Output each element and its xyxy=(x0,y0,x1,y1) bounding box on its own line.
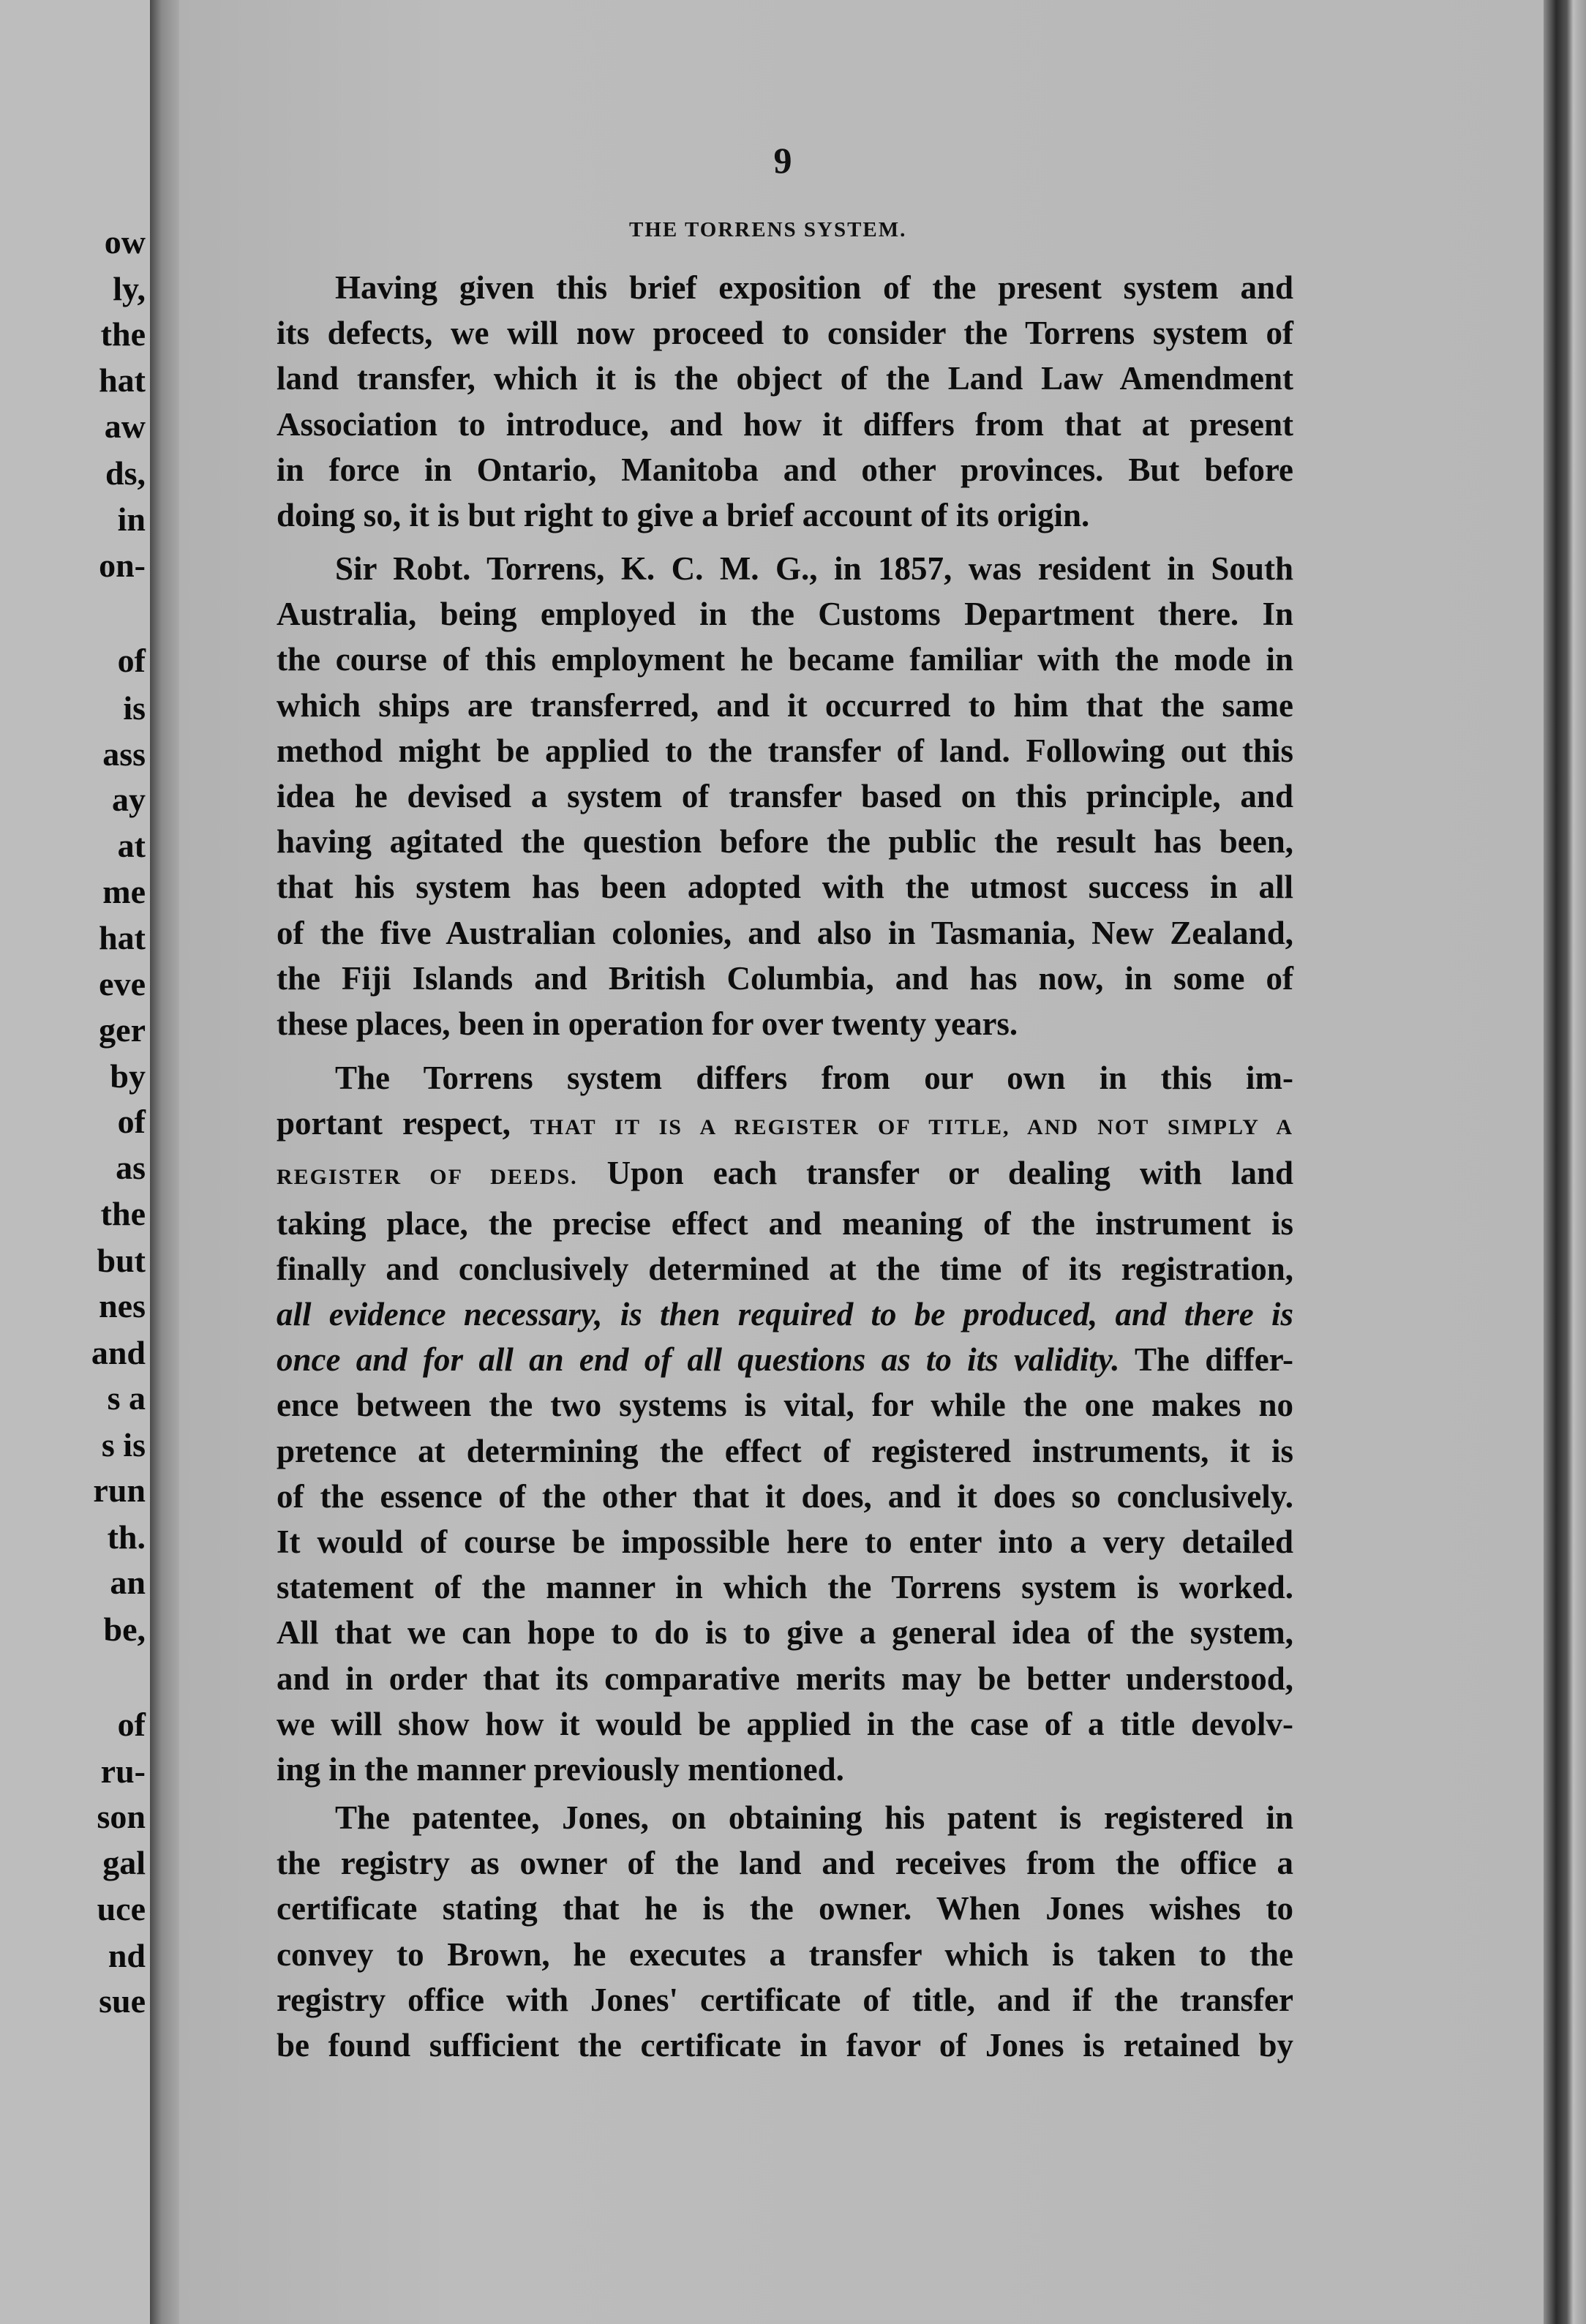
fragment-line: on- xyxy=(99,547,146,584)
fragment-line: uce xyxy=(97,1890,146,1927)
text-line xyxy=(277,1101,1293,1150)
paragraph-2 xyxy=(277,546,1293,1046)
text-line: All that we can hope to do is to give a general idea of the system, xyxy=(277,1614,1293,1652)
text-line: in force in Ontario, Manitoba and other provinces. But before xyxy=(277,451,1293,488)
text-line: Sir Robt. Torrens, K. C. M. G., in 1857, was resident in South xyxy=(335,550,1293,587)
text-line: the registry as owner of the land and receives from the office a xyxy=(277,1845,1293,1882)
text-line: registry office with Jones' certificate of title, and if the transfer xyxy=(277,1981,1293,2018)
italic-line: all evidence necessary, is then required to be produced, and there is xyxy=(277,1296,1293,1333)
fragment-line: at xyxy=(117,827,146,864)
fragment-line: ru- xyxy=(100,1753,146,1790)
text-line: these places, been in operation for over twenty years. xyxy=(277,1005,1018,1043)
text-line: certificate stating that he is the owner. When Jones wishes to xyxy=(277,1890,1293,1927)
fragment-line: of xyxy=(117,642,146,679)
book-gutter xyxy=(150,0,179,2324)
fragment-line: as xyxy=(116,1149,146,1186)
text-line: method might be applied to the transfer of land. Following out this xyxy=(277,732,1293,769)
text-run: portant respect, xyxy=(277,1105,511,1142)
text-run: The differ- xyxy=(1134,1341,1293,1379)
fragment-line: ay xyxy=(112,781,146,818)
text-line: taking place, the precise effect and meaning of the instrument is xyxy=(277,1204,1293,1242)
fragment-line: s a xyxy=(107,1379,146,1417)
page-edge xyxy=(1544,0,1586,2324)
text-line: pretence at determining the effect of registered instruments, it is xyxy=(277,1432,1293,1469)
fragment-line: me xyxy=(102,873,146,910)
fragment-line: son xyxy=(97,1798,146,1835)
text-line: having agitated the question before the public the result has been, xyxy=(277,823,1293,861)
text-line: which ships are transferred, and it occurred to him that the same xyxy=(277,686,1293,724)
emphasis-small-caps: REGISTER OF DEEDS. xyxy=(277,1165,578,1190)
fragment-line: of xyxy=(117,1706,146,1743)
fragment-line: ds, xyxy=(105,454,146,492)
fragment-line: nes xyxy=(99,1287,146,1324)
fragment-line: ow xyxy=(104,223,146,260)
emphasis-small-caps: THAT IT IS A REGISTER OF TITLE, AND NOT SIMPLY A xyxy=(530,1115,1293,1140)
fragment-line: ger xyxy=(99,1011,146,1049)
fragment-line: eve xyxy=(99,965,146,1002)
text-line: finally and conclusively determined at the time of its registration, xyxy=(277,1250,1293,1287)
facing-page-fragment xyxy=(0,0,150,2324)
text-line: The Torrens system differs from our own in this im- xyxy=(335,1060,1293,1096)
fragment-line: hat xyxy=(99,361,146,399)
text-line: Association to introduce, and how it differs from that at present xyxy=(277,405,1293,443)
fragment-line: ass xyxy=(102,735,146,773)
text-line: Having given this brief exposition of the present system and xyxy=(335,269,1293,306)
fragment-line: in xyxy=(117,501,146,538)
text-line: idea he devised a system of transfer based on this principle, and xyxy=(277,778,1293,815)
fragment-line: ly, xyxy=(113,270,146,307)
fragment-line: of xyxy=(117,1103,146,1140)
text-line: its defects, we will now proceed to consider the Torrens system of xyxy=(277,315,1293,352)
fragment-line: sue xyxy=(99,1982,146,2020)
fragment-line: nd xyxy=(108,1937,146,1974)
fragment-line: be, xyxy=(103,1611,146,1648)
paragraph-4 xyxy=(277,1795,1293,2068)
fragment-line: the xyxy=(100,315,146,353)
text-line: Australia, being employed in the Customs Department there. In xyxy=(277,596,1293,633)
fragment-line: and xyxy=(91,1334,146,1371)
text-line: of the five Australian colonies, and also in Tasmania, New Zealand, xyxy=(277,914,1293,951)
text-line: and in order that its comparative merits may be better understood, xyxy=(277,1660,1293,1697)
italic-run: once and for all an end of all questions as to its validity. xyxy=(277,1341,1120,1379)
text-line: we will show how it would be applied in the case of a title devolv- xyxy=(277,1705,1293,1742)
text-line: that his system has been adopted with the utmost success in all xyxy=(277,869,1293,906)
fragment-line: hat xyxy=(99,919,146,956)
text-line: the Fiji Islands and British Columbia, and has now, in some of xyxy=(277,959,1293,997)
fragment-line: an xyxy=(110,1564,146,1601)
fragment-line: the xyxy=(100,1195,146,1232)
fragment-line: run xyxy=(93,1472,146,1509)
text-line: doing so, it is but right to give a brief account of its origin. xyxy=(277,497,1090,534)
text-line: statement of the manner in which the Torrens system is worked. xyxy=(277,1569,1293,1606)
text-line: ing in the manner previously mentioned. xyxy=(277,1751,844,1788)
text-line: the course of this employment he became familiar with the mode in xyxy=(277,641,1293,678)
text-line: ence between the two systems is vital, for while the one makes no xyxy=(277,1387,1293,1424)
text-line: It would of course be impossible here to enter into a very detailed xyxy=(277,1523,1293,1561)
fragment-line: s is xyxy=(101,1426,146,1463)
text-line: of the essence of the other that it does, and it does so conclusively. xyxy=(277,1477,1293,1515)
text-line: convey to Brown, he executes a transfer which is taken to the xyxy=(277,1935,1293,1973)
paragraph-3 xyxy=(277,1055,1293,1792)
fragment-line: is xyxy=(123,689,146,727)
fragment-line: th. xyxy=(107,1518,146,1556)
running-title: THE TORRENS SYSTEM. xyxy=(629,218,907,241)
text-line: land transfer, which it is the object of the Land Law Amendment xyxy=(277,360,1293,397)
fragment-line: by xyxy=(110,1057,146,1095)
text-line xyxy=(277,1337,1293,1382)
text-line xyxy=(277,1150,1293,1200)
page-number: 9 xyxy=(773,140,792,181)
fragment-line: aw xyxy=(104,408,146,445)
fragment-line: but xyxy=(97,1242,146,1279)
fragment-line: gal xyxy=(102,1844,146,1881)
text-line: be found sufficient the certificate in favor of Jones is retained by xyxy=(277,2027,1293,2064)
text-run: Upon each transfer or dealing with land xyxy=(606,1155,1293,1192)
text-line: The patentee, Jones, on obtaining his patent is registered in xyxy=(335,1799,1293,1836)
paragraph-1 xyxy=(277,265,1293,538)
